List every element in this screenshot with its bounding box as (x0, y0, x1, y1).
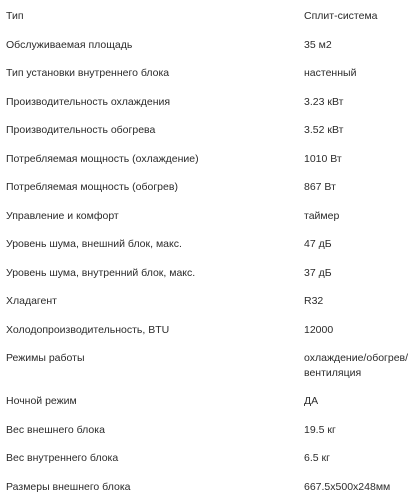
spec-label: Хладагент (6, 295, 57, 307)
spec-label: Потребляемая мощность (охлаждение) (6, 152, 199, 165)
spec-value: 3.23 кВт (304, 95, 344, 108)
spec-label: Производительность обогрева (6, 124, 156, 136)
spec-row (0, 342, 416, 385)
spec-row (0, 385, 416, 414)
spec-value: ДА (304, 395, 319, 407)
spec-row (0, 86, 416, 115)
spec-label: Уровень шума, внешний блок, макс. (6, 238, 182, 250)
spec-label: Вес внутреннего блока (6, 452, 119, 464)
spec-value: охлаждение/обогрев/вентиляция (304, 352, 409, 379)
spec-row (0, 171, 416, 200)
spec-value: настенный (304, 67, 357, 79)
spec-row (0, 57, 416, 86)
spec-row (0, 314, 416, 343)
spec-row (0, 442, 416, 471)
spec-value: Сплит-система (304, 10, 378, 22)
spec-value: 37 дБ (304, 266, 332, 279)
spec-label: Размеры внешнего блока (6, 480, 131, 493)
spec-value: 867 Вт (304, 181, 336, 193)
spec-label: Режимы работы (6, 352, 85, 364)
spec-value: 19.5 кг (304, 423, 336, 436)
spec-row (0, 143, 416, 172)
spec-value: 35 м2 (304, 38, 332, 51)
spec-label: Тип установки внутреннего блока (6, 67, 170, 79)
spec-value: таймер (304, 209, 340, 222)
spec-value: 3.52 кВт (304, 124, 344, 136)
spec-value: 667.5x500x248мм (304, 480, 391, 493)
spec-row (0, 0, 416, 29)
spec-label: Вес внешнего блока (6, 423, 105, 436)
spec-value: 12000 (304, 323, 334, 336)
spec-label: Потребляемая мощность (обогрев) (6, 181, 178, 193)
spec-row (0, 257, 416, 286)
spec-row (0, 29, 416, 58)
spec-label: Тип (6, 10, 24, 22)
spec-label: Обслуживаемая площадь (6, 38, 133, 51)
spec-value: 1010 Вт (304, 152, 342, 165)
spec-row (0, 414, 416, 443)
spec-value: 6.5 кг (304, 452, 330, 464)
spec-label: Ночной режим (6, 395, 77, 407)
spec-value: 47 дБ (304, 238, 332, 250)
spec-label: Холодопроизводительность, BTU (6, 323, 170, 336)
spec-row (0, 114, 416, 143)
spec-label: Уровень шума, внутренний блок, макс. (6, 266, 196, 279)
spec-label: Управление и комфорт (6, 209, 119, 222)
spec-row (0, 200, 416, 229)
spec-label: Производительность охлаждения (6, 95, 171, 108)
spec-row (0, 285, 416, 314)
spec-value: R32 (304, 295, 324, 307)
spec-row (0, 228, 416, 257)
spec-row (0, 471, 416, 500)
